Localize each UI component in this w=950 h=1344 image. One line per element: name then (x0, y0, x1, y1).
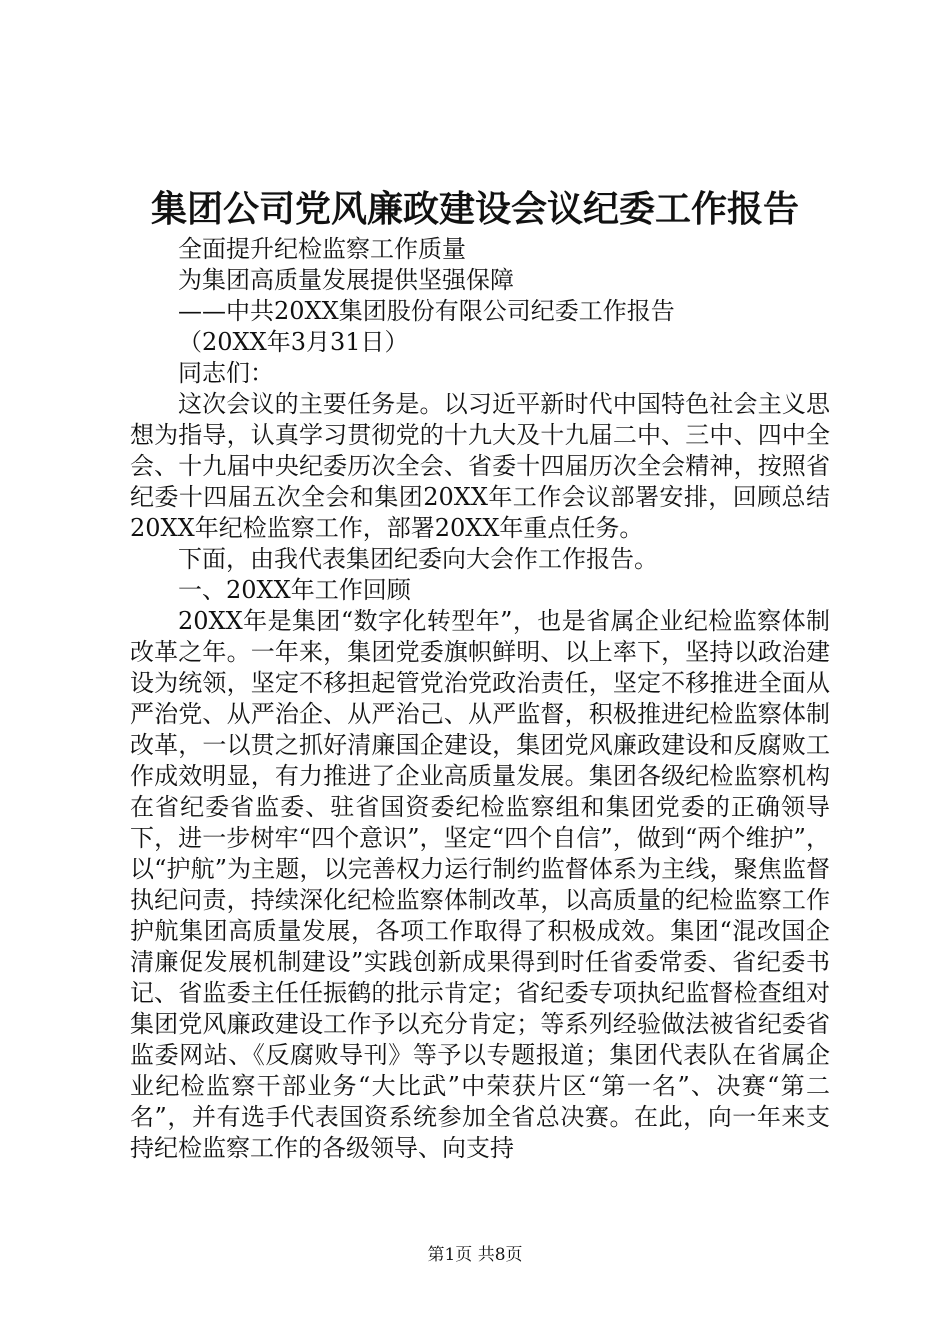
report-date: （20XX年3月31日） (178, 328, 409, 356)
document-body (130, 234, 830, 1164)
paragraph-year-review: 20XX年是集团“数字化转型年”，也是省属企业纪检监察体制改革之年。一年来，集团党委旗帜鲜明、以上率下，坚持以政治建设为统领，坚定不移担起管党治党政治责任，坚定不移推进全面从严治党、从严治企、从严治己、从严监督，积极推进纪检监察体制改革，一以贯之抓好清廉国企建设，集团党风廉政建设和反腐败工作成效明显，有力推进了企业高质量发展。集团各级纪检监察机构在省纪委省监委、驻省国资委纪检监察组和集团党委的正确领导下，进一步树牢“四个意识”，坚定“四个自信”，做到“两个维护”，以“护航”为主题，以完善权力运行制约监督体系为主线，聚焦监督执纪问责，持续深化纪检监察体制改革，以高质量的纪检监察工作护航集团高质量发展，各项工作取得了积极成效。集团“混改国企清廉促发展机制建设”实践创新成果得到时任省委常委、省纪委书记、省监委主任任振鹤的批示肯定；省纪委专项执纪监督检查组对集团党风廉政建设工作予以充分肯定；等系列经验做法被省纪委省监委网站、《反腐败导刊》等予以专题报道；集团代表队在省属企业纪检监察干部业务“大比武”中荣获片区“第一名”、决赛“第二名”，并有选手代表国资系统参加全省总决赛。在此，向一年来支持纪检监察工作的各级领导、向支持 (130, 607, 830, 1162)
paragraph-report-intro: 下面，由我代表集团纪委向大会作工作报告。 (178, 545, 658, 573)
subtitle-line-2: 为集团高质量发展提供坚强保障 (178, 266, 514, 294)
salutation: 同志们： (178, 359, 274, 387)
document-title: 集团公司党风廉政建设会议纪委工作报告 (150, 188, 799, 230)
paragraph-meeting-tasks: 这次会议的主要任务是。以习近平新时代中国特色社会主义思想为指导，认真学习贯彻党的十九大及十九届二中、三中、四中全会、十九届中央纪委历次全会、省委十四届历次全会精神，按照省纪委十四届五次全会和集团20XX年工作会议部署安排，回顾总结20XX年纪检监察工作，部署20XX年重点任务。 (130, 390, 830, 542)
subtitle-line-1: 全面提升纪检监察工作质量 (178, 235, 466, 263)
section-heading-review: 一、20XX年工作回顾 (178, 576, 411, 604)
subtitle-line-3: ——中共20XX集团股份有限公司纪委工作报告 (178, 297, 675, 325)
page-footer: 第1页 共8页 (427, 1245, 523, 1265)
